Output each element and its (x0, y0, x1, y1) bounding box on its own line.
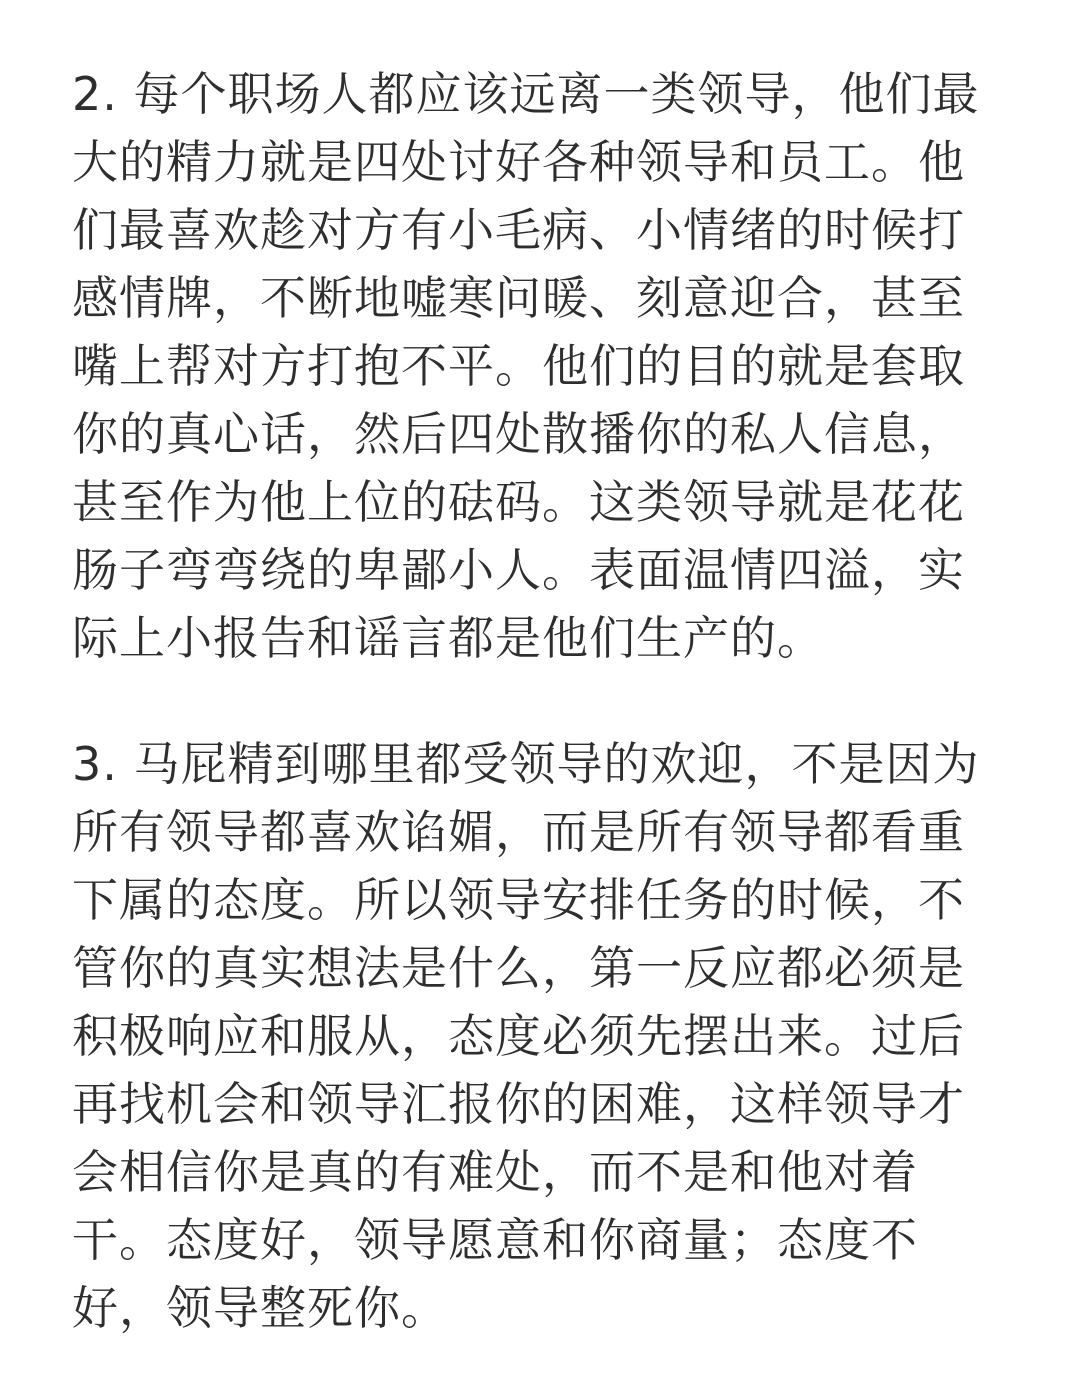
text-line: 肠子弯弯绕的卑鄙小人。表面温情四溢，实 (72, 543, 965, 597)
text-line: 大的精力就是四处讨好各种领导和员工。他 (72, 135, 965, 189)
text-line: 积极响应和服从，态度必须先摆出来。过后 (72, 1009, 965, 1063)
text-line: 2. 每个职场人都应该远离一类领导，他们最 (72, 67, 980, 121)
text-line: 下属的态度。所以领导安排任务的时候，不 (72, 873, 965, 927)
text-line: 干。态度好，领导愿意和你商量；态度不 (72, 1213, 918, 1267)
text-line: 3. 马屁精到哪里都受领导的欢迎，不是因为 (72, 737, 980, 791)
text-line: 嘴上帮对方打抱不平。他们的目的就是套取 (72, 339, 965, 393)
text-line: 所有领导都喜欢谄媚，而是所有领导都看重 (72, 805, 965, 859)
text-line: 管你的真实想法是什么，第一反应都必须是 (72, 941, 965, 995)
text-line: 会相信你是真的有难处，而不是和他对着 (72, 1145, 918, 1199)
text-line: 际上小报告和谣言都是他们生产的。 (72, 611, 824, 665)
text-line: 你的真心话，然后四处散播你的私人信息， (72, 407, 965, 461)
text-line: 再找机会和领导汇报你的困难，这样领导才 (72, 1077, 965, 1131)
paragraph-3 (72, 730, 992, 1342)
text-line: 好，领导整死你。 (72, 1281, 448, 1335)
text-line: 们最喜欢趁对方有小毛病、小情绪的时候打 (72, 203, 965, 257)
paragraph-2 (72, 60, 992, 672)
text-line: 感情牌，不断地嘘寒问暖、刻意迎合，甚至 (72, 271, 965, 325)
text-line: 甚至作为他上位的砝码。这类领导就是花花 (72, 475, 965, 529)
